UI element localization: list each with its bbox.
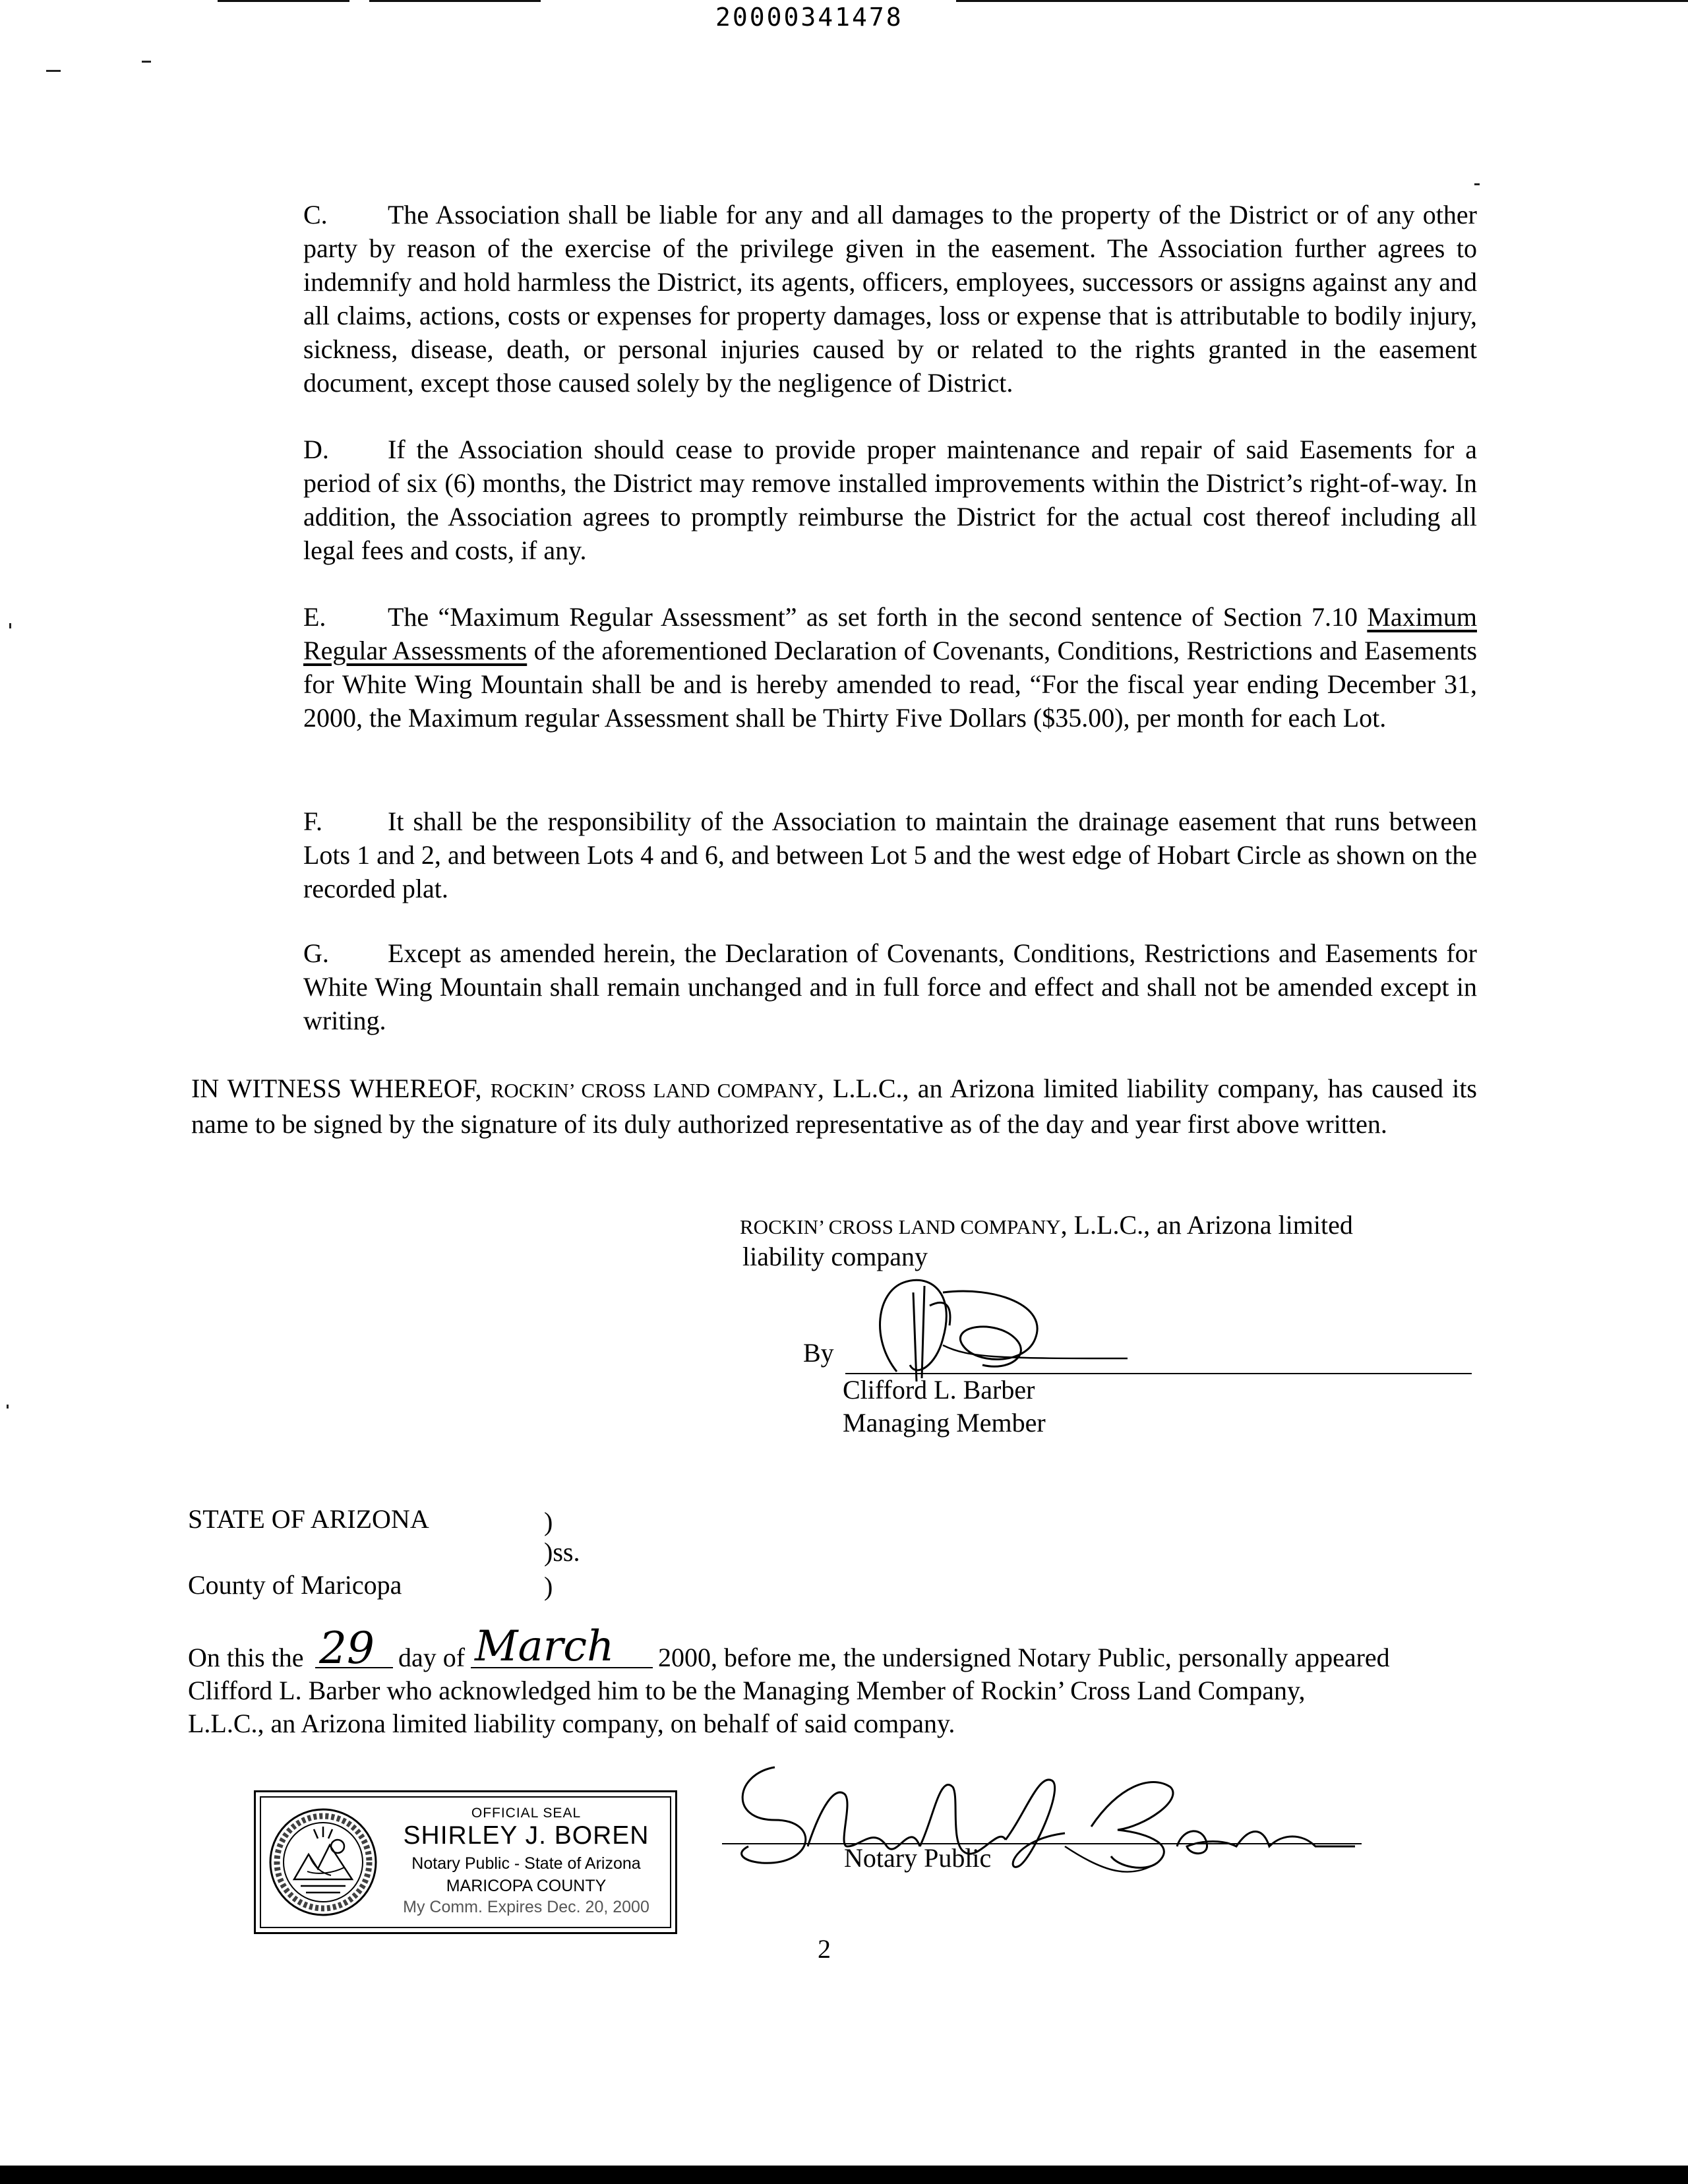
scan-artifact <box>142 61 151 63</box>
month-value: March <box>475 1622 615 1671</box>
scan-artifact <box>9 623 11 628</box>
month-handwritten <box>471 1616 655 1671</box>
seal-county: MARICOPA COUNTY <box>446 1877 607 1895</box>
clause-text: It shall be the responsibility of the Association to maintain the drainage easement that runs between Lots 1 and 2, and between Lots 4 and 6, and between Lot 5 and the west edge of Hobart Circle as shown on the recorded plat. <box>303 806 1477 903</box>
seal-notary-name: SHIRLEY J. BOREN <box>403 1821 649 1850</box>
clause-d <box>191 433 1477 567</box>
clause-g <box>191 936 1477 1037</box>
signature-company-line2: liability company <box>742 1242 928 1271</box>
company-name: ROCKIN’ CROSS LAND COMPANY <box>740 1215 1061 1238</box>
document-number: 20000341478 <box>715 3 903 32</box>
witness-text: , L.L.C., an Arizona limited liability company, has caused its name to be signed by the signature of its duly authorized representative as of the day and year first above written. <box>191 1074 1478 1139</box>
clause-text: The “Maximum Regular Assessment” as set forth in the second sentence of Section 7.10 <box>388 602 1358 632</box>
witness-paragraph <box>191 1072 1477 1141</box>
seal-expiration: My Comm. Expires Dec. 20, 2000 <box>403 1898 649 1916</box>
ack-day-of: day of <box>398 1643 466 1672</box>
venue-county: County of Maricopa <box>188 1570 402 1600</box>
scan-artifact <box>7 1405 9 1409</box>
clause-f <box>191 804 1477 905</box>
clause-text: If the Association should cease to provide proper maintenance and repair of said Easements for a period of six (6) months, the District may remove installed improvements within the District’s right-of-way. In addition, the Association agrees to promptly reimburse the District for the actual cost thereof including all legal fees and costs, if any. <box>303 435 1477 565</box>
notary-seal <box>254 1790 677 1934</box>
ack-line2: Clifford L. Barber who acknowledged him to be the Managing Member of Rockin’ Cross Land Company, <box>188 1676 1306 1705</box>
company-suffix: , L.L.C., an Arizona limited <box>1060 1210 1353 1240</box>
clause-text: Except as amended herein, the Declaration of Covenants, Conditions, Restrictions and Easements for White Wing Mountain shall remain unchanged and in full force and effect and shall not be amended except in writing. <box>303 938 1477 1035</box>
signer-title: Managing Member <box>843 1408 1046 1438</box>
venue-paren: ) <box>544 1507 553 1536</box>
notary-signature-line <box>722 1843 1362 1844</box>
venue-state: STATE OF ARIZONA <box>188 1504 429 1534</box>
ack-rest: 2000, before me, the undersigned Notary Public, personally appeared <box>658 1643 1390 1672</box>
clause-label: D. <box>303 435 329 464</box>
scan-artifact <box>218 0 349 2</box>
venue-ss: )ss. <box>544 1537 580 1567</box>
clause-label: G. <box>303 938 329 968</box>
scan-artifact <box>369 0 541 2</box>
company-name: ROCKIN’ CROSS LAND COMPANY <box>490 1079 818 1102</box>
ack-line3: L.L.C., an Arizona limited liability company, on behalf of said company. <box>188 1709 955 1738</box>
section-title: Maximum Regular Assessments <box>303 602 1477 665</box>
day-handwritten <box>315 1621 394 1674</box>
signer-name: Clifford L. Barber <box>843 1375 1035 1405</box>
clause-label: C. <box>303 200 328 229</box>
arizona-seal-emblem <box>268 1807 378 1918</box>
notary-signature <box>722 1747 1368 1886</box>
venue-paren: ) <box>544 1571 553 1601</box>
by-label: By <box>803 1338 834 1368</box>
ack-on-this: On this the <box>188 1643 304 1672</box>
scan-artifact <box>46 70 61 72</box>
signature-company <box>740 1208 1353 1244</box>
clause-text: The Association shall be liable for any and all damages to the property of the District or of any other party by reason of the exercise of the privilege given in the easement. The Association further agrees to indemnify and hold harmless the District, its agents, officers, employees, successors or assigns against any and all claims, actions, costs or expenses for property damages, loss or expense that is attributable to bodily injury, sickness, disease, death, or personal injuries caused by or related to the rights granted in the easement document, except those caused solely by the negligence of District. <box>303 200 1477 398</box>
clause-c <box>191 198 1477 400</box>
scan-border <box>0 2166 1688 2184</box>
clause-label: E. <box>303 602 326 632</box>
scan-artifact <box>1474 183 1480 185</box>
day-value: 29 <box>319 1623 375 1674</box>
clause-label: F. <box>303 806 323 836</box>
clause-text: of the aforementioned Declaration of Covenants, Conditions, Restrictions and Easements for White Wing Mountain shall be and is hereby amended to read, “For the fiscal year ending December 31, 2000, the Maximum regular Assessment shall be Thirty Five Dollars ($35.00), per month for each Lot. <box>303 636 1478 733</box>
scan-artifact <box>956 0 1688 2</box>
page-number: 2 <box>818 1934 831 1964</box>
witness-lead: IN WITNESS WHEREOF, <box>191 1074 482 1103</box>
clause-e <box>191 600 1477 735</box>
seal-heading: OFFICIAL SEAL <box>471 1805 582 1821</box>
notary-label: Notary Public <box>844 1843 992 1873</box>
seal-line: Notary Public - State of Arizona <box>411 1854 641 1873</box>
